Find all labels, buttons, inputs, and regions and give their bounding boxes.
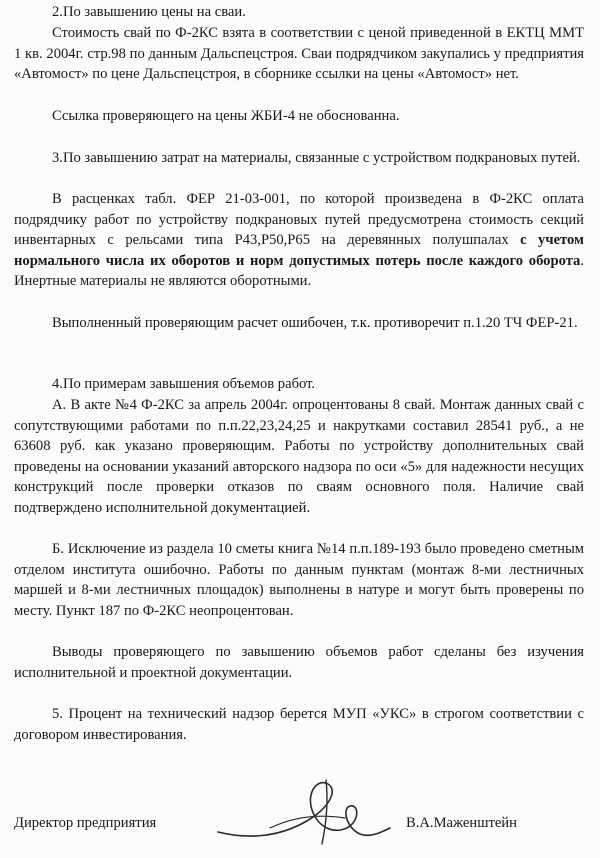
section-5-paragraph: 5. Процент на технический надзор берется МУП «УКС» в строгом соответствии с договором инвестирования. [14, 706, 584, 743]
signatory-name: В.А.Маженштейн [406, 815, 517, 831]
section-3-paragraph-2: Выполненный проверяющим расчет ошибочен, т.к. противоречит п.1.20 ТЧ ФЕР-21. [52, 315, 578, 331]
handwritten-signature [210, 770, 400, 850]
section-2-heading: 2.По завышению цены на сваи. [52, 4, 246, 20]
section-4-heading: 4.По примерам завышения объемов работ. [52, 376, 316, 392]
section-4-conclusion: Выводы проверяющего по завышению объемов работ сделаны без изучения исполнительной и проектной документации. [14, 644, 584, 681]
section-2-paragraph-2: Ссылка проверяющего на цены ЖБИ-4 не обоснованна. [52, 108, 400, 124]
section-4-paragraph-b: Б. Исключение из раздела 10 сметы книга №14 п.п.189-193 было проведено сметным отделом института ошибочно. Работы по данным пунктам (монтаж 8-ми лестничных маршей и 8-ми лестничных площадок) выполнены в натуре и могут быть проверены по месту. Пункт 187 по Ф-2КС неопроцентован. [14, 541, 584, 619]
section-3-bold-phrase: с учетом нормального числа их оборотов и норм допустимых потерь после каждого оборота [14, 232, 584, 269]
section-3-heading: 3.По завышению затрат на материалы, связанные с устройством подкрановых путей. [52, 150, 581, 166]
section-4-paragraph-a: А. В акте №4 Ф-2КС за апрель 2004г. опроцентованы 8 свай. Монтаж данных свай с сопутствующими работами по п.п.22,23,24,25 и накрутками составил 28541 руб., а не 63608 руб. как указано проверяющим. Работы по устройству дополнительных свай проведены на основании указаний авторского надзора по оси «5» для надежности несущих конструкций после проверки отказов по сваям основного поля. Наличие свай подтверждено исполнительной документацией. [14, 397, 584, 516]
section-2-paragraph-1: Стоимость свай по Ф-2КС взята в соответствии с ценой приведенной в ЕКТЦ ММТ 1 кв. 2004г. стр.98 по данным Дальспецстроя. Сваи подрядчиком закупались у предприятия «Автомост» по цене Дальспецстроя, в сборнике ссылки на цены «Автомост» нет. [14, 25, 584, 83]
section-3-paragraph-1: В расценках табл. ФЕР 21-03-001, по которой произведена в Ф-2КС оплата подрядчику работ по устройству подкрановых путей предусмотрена стоимость секций инвентарных с рельсами типа Р43,Р50,Р65 на деревянных полушпалах с учетом нормального числа их оборотов и норм допустимых потерь после каждого оборота. Инертные материалы не являются оборотными. [14, 191, 584, 290]
signatory-title: Директор предприятия [14, 815, 157, 831]
